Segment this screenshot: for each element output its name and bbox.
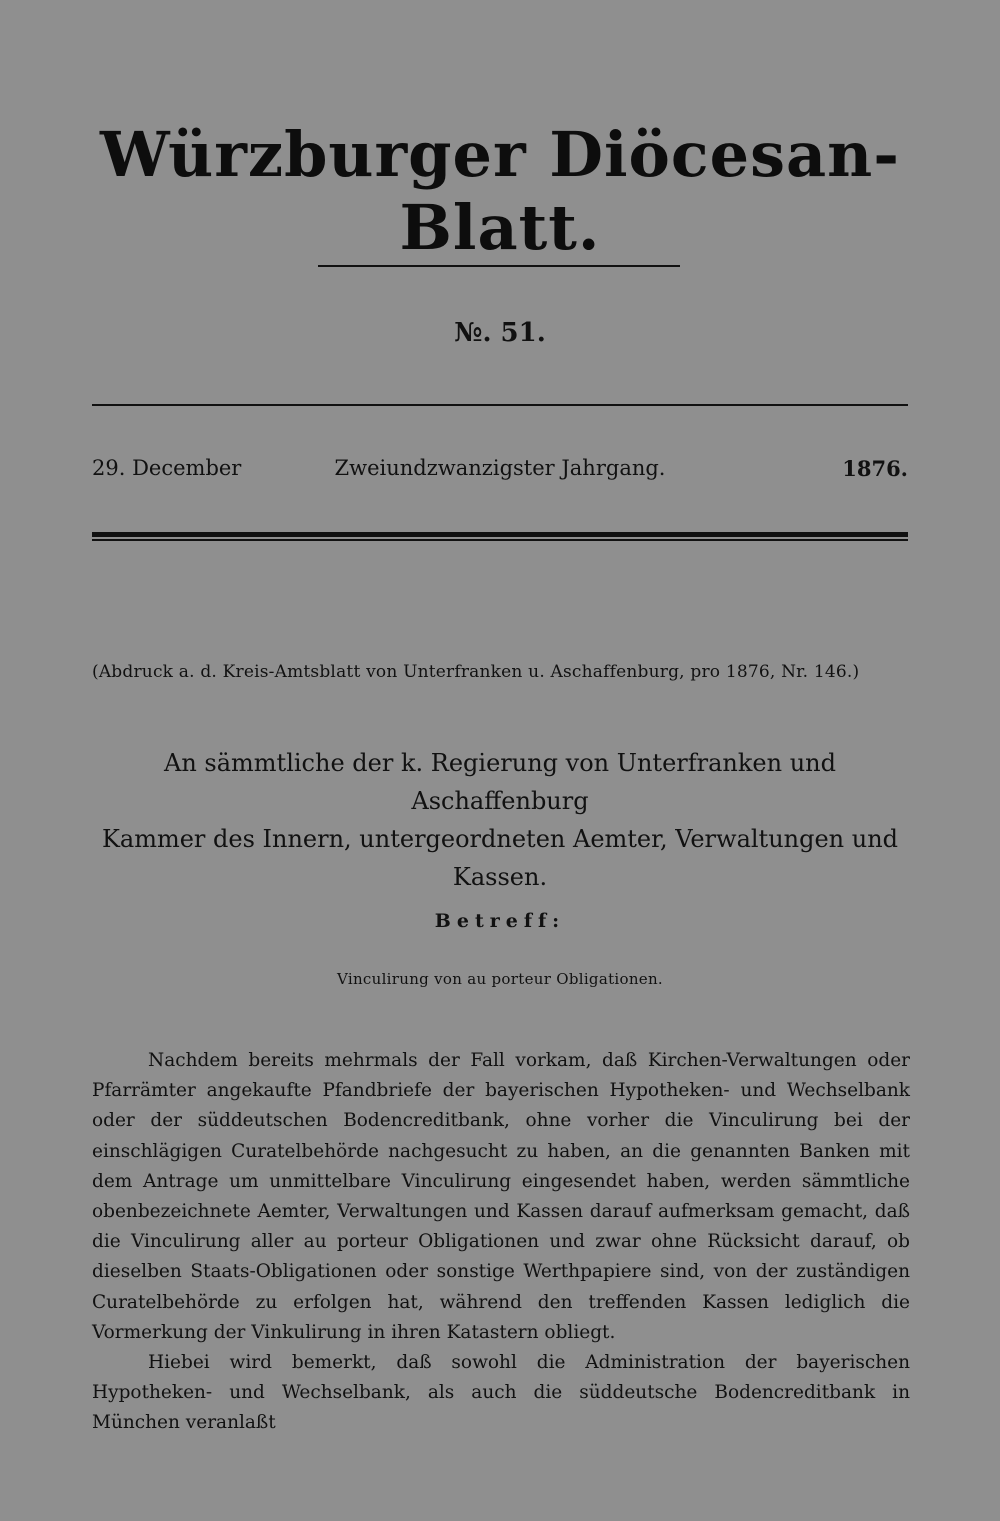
header-rule-thick: [92, 532, 908, 537]
header-rule-thin-bottom: [92, 539, 908, 541]
masthead-divider: [318, 265, 680, 267]
body-paragraph: Nachdem bereits mehrmals der Fall vorkam, daß Kirchen-Verwaltungen oder Pfarrämter angekaufte Pfandbriefe der bayerischen Hypotheken- und Wechselbank oder der süddeutschen Bodencreditbank, ohne vorher die Vinculirung bei der einschlägigen Curatelbehörde nachgesucht zu haben, an die genannten Banken mit dem Antrage um unmittelbare Vinculirung eingesendet haben, werden sämmtliche obenbezeichnete Aemter, Verwaltungen und Kassen darauf aufmerksam gemacht, daß die Vinculirung aller au porteur Obligationen und zwar ohne Rücksicht darauf, ob dieselben Staats-Obligationen oder sonstige Werthpapiere sind, von der zuständigen Curatelbehörde zu erfolgen hat, während den treffenden Kassen lediglich die Vormerkung der Vinkulirung in ihren Katastern obliegt.: [92, 1050, 910, 1343]
subject-label: Betreff:: [434, 910, 566, 932]
body-paragraph: Hiebei wird bemerkt, daß sowohl die Administration der bayerischen Hypotheken- und Wechselbank, als auch die süddeutsche Bodencreditbank in München veranlaßt: [92, 1352, 910, 1434]
issue-date: 29. December: [92, 456, 242, 480]
body-text: [92, 1046, 910, 1439]
addressee-block: [92, 744, 908, 896]
addressee-line: Kammer des Innern, untergeordneten Aemter, Verwaltungen und: [101, 825, 899, 853]
dateline: [92, 456, 908, 486]
reprint-note: (Abdruck a. d. Kreis-Amtsblatt von Unterfranken u. Aschaffenburg, pro 1876, Nr. 146.): [92, 662, 860, 682]
volume-label: Zweiundzwanzigster Jahrgang.: [334, 456, 666, 480]
masthead-title: Würzburger Diöcesan-Blatt.: [100, 118, 900, 264]
issue-year: 1876.: [842, 456, 908, 481]
addressee-line: Kassen.: [452, 863, 548, 891]
addressee-line: An sämmtliche der k. Regierung von Unterfranken und Aschaffenburg: [164, 749, 836, 815]
issue-number: №. 51.: [454, 318, 546, 348]
header-rule-top: [92, 404, 908, 406]
subject-text: Vinculirung von au porteur Obligationen.: [336, 970, 664, 988]
